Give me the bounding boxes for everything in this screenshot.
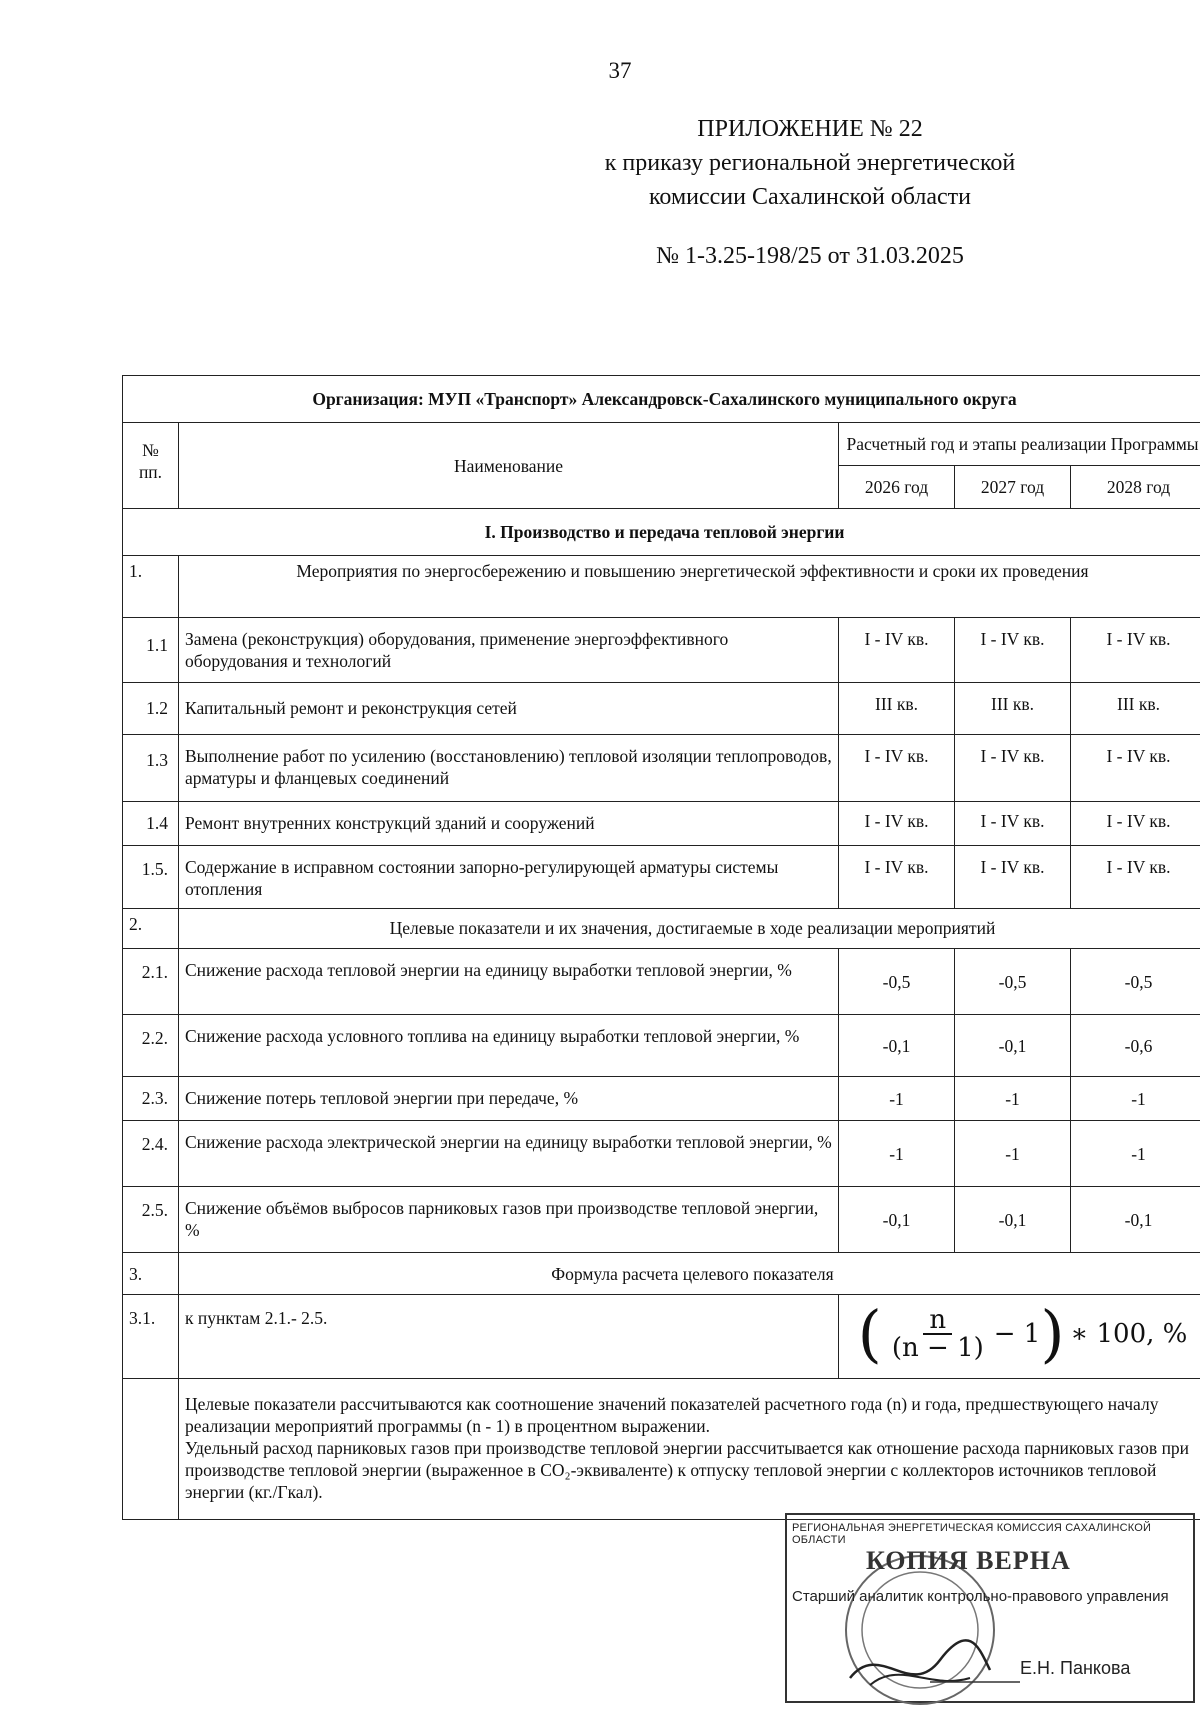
notes-empty-cell [123,1379,179,1520]
year-cell: 2028 год [1071,466,1200,509]
table-row [123,683,1200,735]
row-value: I - IV кв. [955,846,1071,909]
stamp-copy-label: КОПИЯ ВЕРНА [866,1546,1071,1575]
row-value: I - IV кв. [1071,802,1200,846]
row-value: I - IV кв. [839,846,955,909]
row-name: Содержание в исправном состоянии запорно-регулирующей арматуры системы отопления [179,846,839,909]
group-row [123,1253,1200,1295]
section-row [123,509,1200,556]
row-name: Снижение объёмов выбросов парниковых газов при производстве тепловой энергии, % [179,1187,839,1253]
stamp-position: Старший аналитик контрольно-правового управления [792,1588,1169,1605]
appendix-title: ПРИЛОЖЕНИЕ № 22 [697,116,923,142]
formula-row [123,1295,1200,1379]
row-value: -1 [1071,1077,1200,1121]
row-number: 1.2 [123,683,179,735]
notes-cell [179,1379,1200,1520]
row-value: -1 [1071,1121,1200,1187]
fraction-numerator: n [923,1309,952,1335]
table-row [123,949,1200,1015]
row-name: Снижение потерь тепловой энергии при передаче, % [179,1077,839,1121]
row-name: Капитальный ремонт и реконструкция сетей [179,683,839,735]
row-value: -0,1 [1071,1187,1200,1253]
page-number: 37 [608,58,632,83]
row-name: Выполнение работ по усилению (восстановлению) тепловой изоляции теплопроводов, арматуры и фланцевых соединений [179,735,839,802]
table-row [123,1077,1200,1121]
row-value: I - IV кв. [839,735,955,802]
group-title: Формула расчета целевого показателя [179,1253,1200,1295]
row-number: 2.2. [123,1015,179,1077]
stamp-organization: РЕГИОНАЛЬНАЯ ЭНЕРГЕТИЧЕСКАЯ КОМИССИЯ САХАЛИНСКОЙ ОБЛАСТИ [792,1522,1152,1546]
row-value: -0,1 [955,1015,1071,1077]
group-number: 1. [123,556,179,618]
table-row [123,1015,1200,1077]
row-value: -0,1 [839,1187,955,1253]
header-row [123,423,1200,466]
notes-paragraph-1: Целевые показатели рассчитываются как соотношение значений показателей расчетного года (n) и года, предшествующего началу реализации мероприятий программы (n - 1) в процентном выражении. [185,1394,1159,1436]
group-number: 2. [123,909,179,949]
row-value: -1 [839,1077,955,1121]
row-value: III кв. [839,683,955,735]
paren-close: ) [1040,1297,1065,1370]
row-number: 2.5. [123,1187,179,1253]
row-value: I - IV кв. [955,735,1071,802]
row-number: 2.4. [123,1121,179,1187]
row-value: I - IV кв. [839,802,955,846]
row-value: I - IV кв. [955,802,1071,846]
row-number: 1.3 [123,735,179,802]
row-value: I - IV кв. [955,618,1071,683]
program-table [122,375,1200,1520]
row-name: Ремонт внутренних конструкций зданий и сооружений [179,802,839,846]
row-value: I - IV кв. [1071,735,1200,802]
row-value: -0,1 [839,1015,955,1077]
row-value: III кв. [955,683,1071,735]
group-row [123,556,1200,618]
row-number: 2.1. [123,949,179,1015]
row-value: -0,1 [955,1187,1071,1253]
appendix-heading [560,112,1060,214]
row-name: Замена (реконструкция) оборудования, применение энергоэффективного оборудования и технологий [179,618,839,683]
row-value: -1 [955,1077,1071,1121]
row-number: 1.4 [123,802,179,846]
organization-row [123,376,1200,423]
col-header-name: Наименование [179,423,839,509]
formula [845,1297,1200,1370]
organization-cell: Организация: МУП «Транспорт» Александровск-Сахалинского муниципального округа [123,376,1200,423]
table-row [123,618,1200,683]
paren-open: ( [857,1297,882,1370]
formula-minus-one: − 1 [993,1319,1041,1349]
order-number: № 1-3.25-198/25 от 31.03.2025 [656,243,964,269]
row-number: 3.1. [123,1295,179,1379]
notes-paragraph-2: Удельный расход парниковых газов при производстве тепловой энергии рассчитывается как отношение расхода парниковых газов при производстве тепловой энергии (выраженное в CO₂-эквиваленте) к отпуску тепловой энергии с коллекторов источников тепловой энергии (кг./Гкал). [185,1438,1190,1502]
notes-row [123,1379,1200,1520]
table-row [123,735,1200,802]
row-value: III кв. [1071,683,1200,735]
certification-stamp [780,1510,1200,1710]
row-name: Снижение расхода электрической энергии на единицу выработки тепловой энергии, % [179,1121,839,1187]
year-cell: 2027 год [955,466,1071,509]
group-title: Мероприятия по энергосбережению и повышению энергетической эффективности и сроки их проведения [179,556,1200,618]
group-title: Целевые показатели и их значения, достигаемые в ходе реализации мероприятий [179,909,1200,949]
row-value: -1 [955,1121,1071,1187]
group-number: 3. [123,1253,179,1295]
row-value: I - IV кв. [839,618,955,683]
section1-title: I. Производство и передача тепловой энергии [123,509,1200,556]
row-value: -0,5 [955,949,1071,1015]
row-value: -0,5 [839,949,955,1015]
row-number: 2.3. [123,1077,179,1121]
row-name: Снижение расхода условного топлива на единицу выработки тепловой энергии, % [179,1015,839,1077]
row-number: 1.5. [123,846,179,909]
formula-multiplier: ∗ 100, % [1070,1319,1188,1349]
table-row [123,802,1200,846]
row-value: -0,6 [1071,1015,1200,1077]
row-name: Снижение расхода тепловой энергии на единицу выработки тепловой энергии, % [179,949,839,1015]
stamp-signer: Е.Н. Панкова [1020,1658,1131,1678]
row-value: -1 [839,1121,955,1187]
group-row [123,909,1200,949]
year-cell: 2026 год [839,466,955,509]
row-name: к пунктам 2.1.- 2.5. [179,1295,839,1379]
table-row [123,846,1200,909]
row-number: 1.1 [123,618,179,683]
appendix-line-3: комиссии Сахалинской области [648,184,972,210]
col-header-no: № пп. [123,423,179,509]
fraction [886,1305,990,1363]
row-value: I - IV кв. [1071,846,1200,909]
table-row [123,1187,1200,1253]
row-value: I - IV кв. [1071,618,1200,683]
row-value: -0,5 [1071,949,1200,1015]
appendix-line-2: к приказу региональной энергетической [604,150,1016,176]
formula-cell [839,1295,1200,1379]
fraction-denominator: (n − 1) [891,1333,984,1363]
table-row [123,1121,1200,1187]
col-header-period: Расчетный год и этапы реализации Программы [839,423,1200,466]
